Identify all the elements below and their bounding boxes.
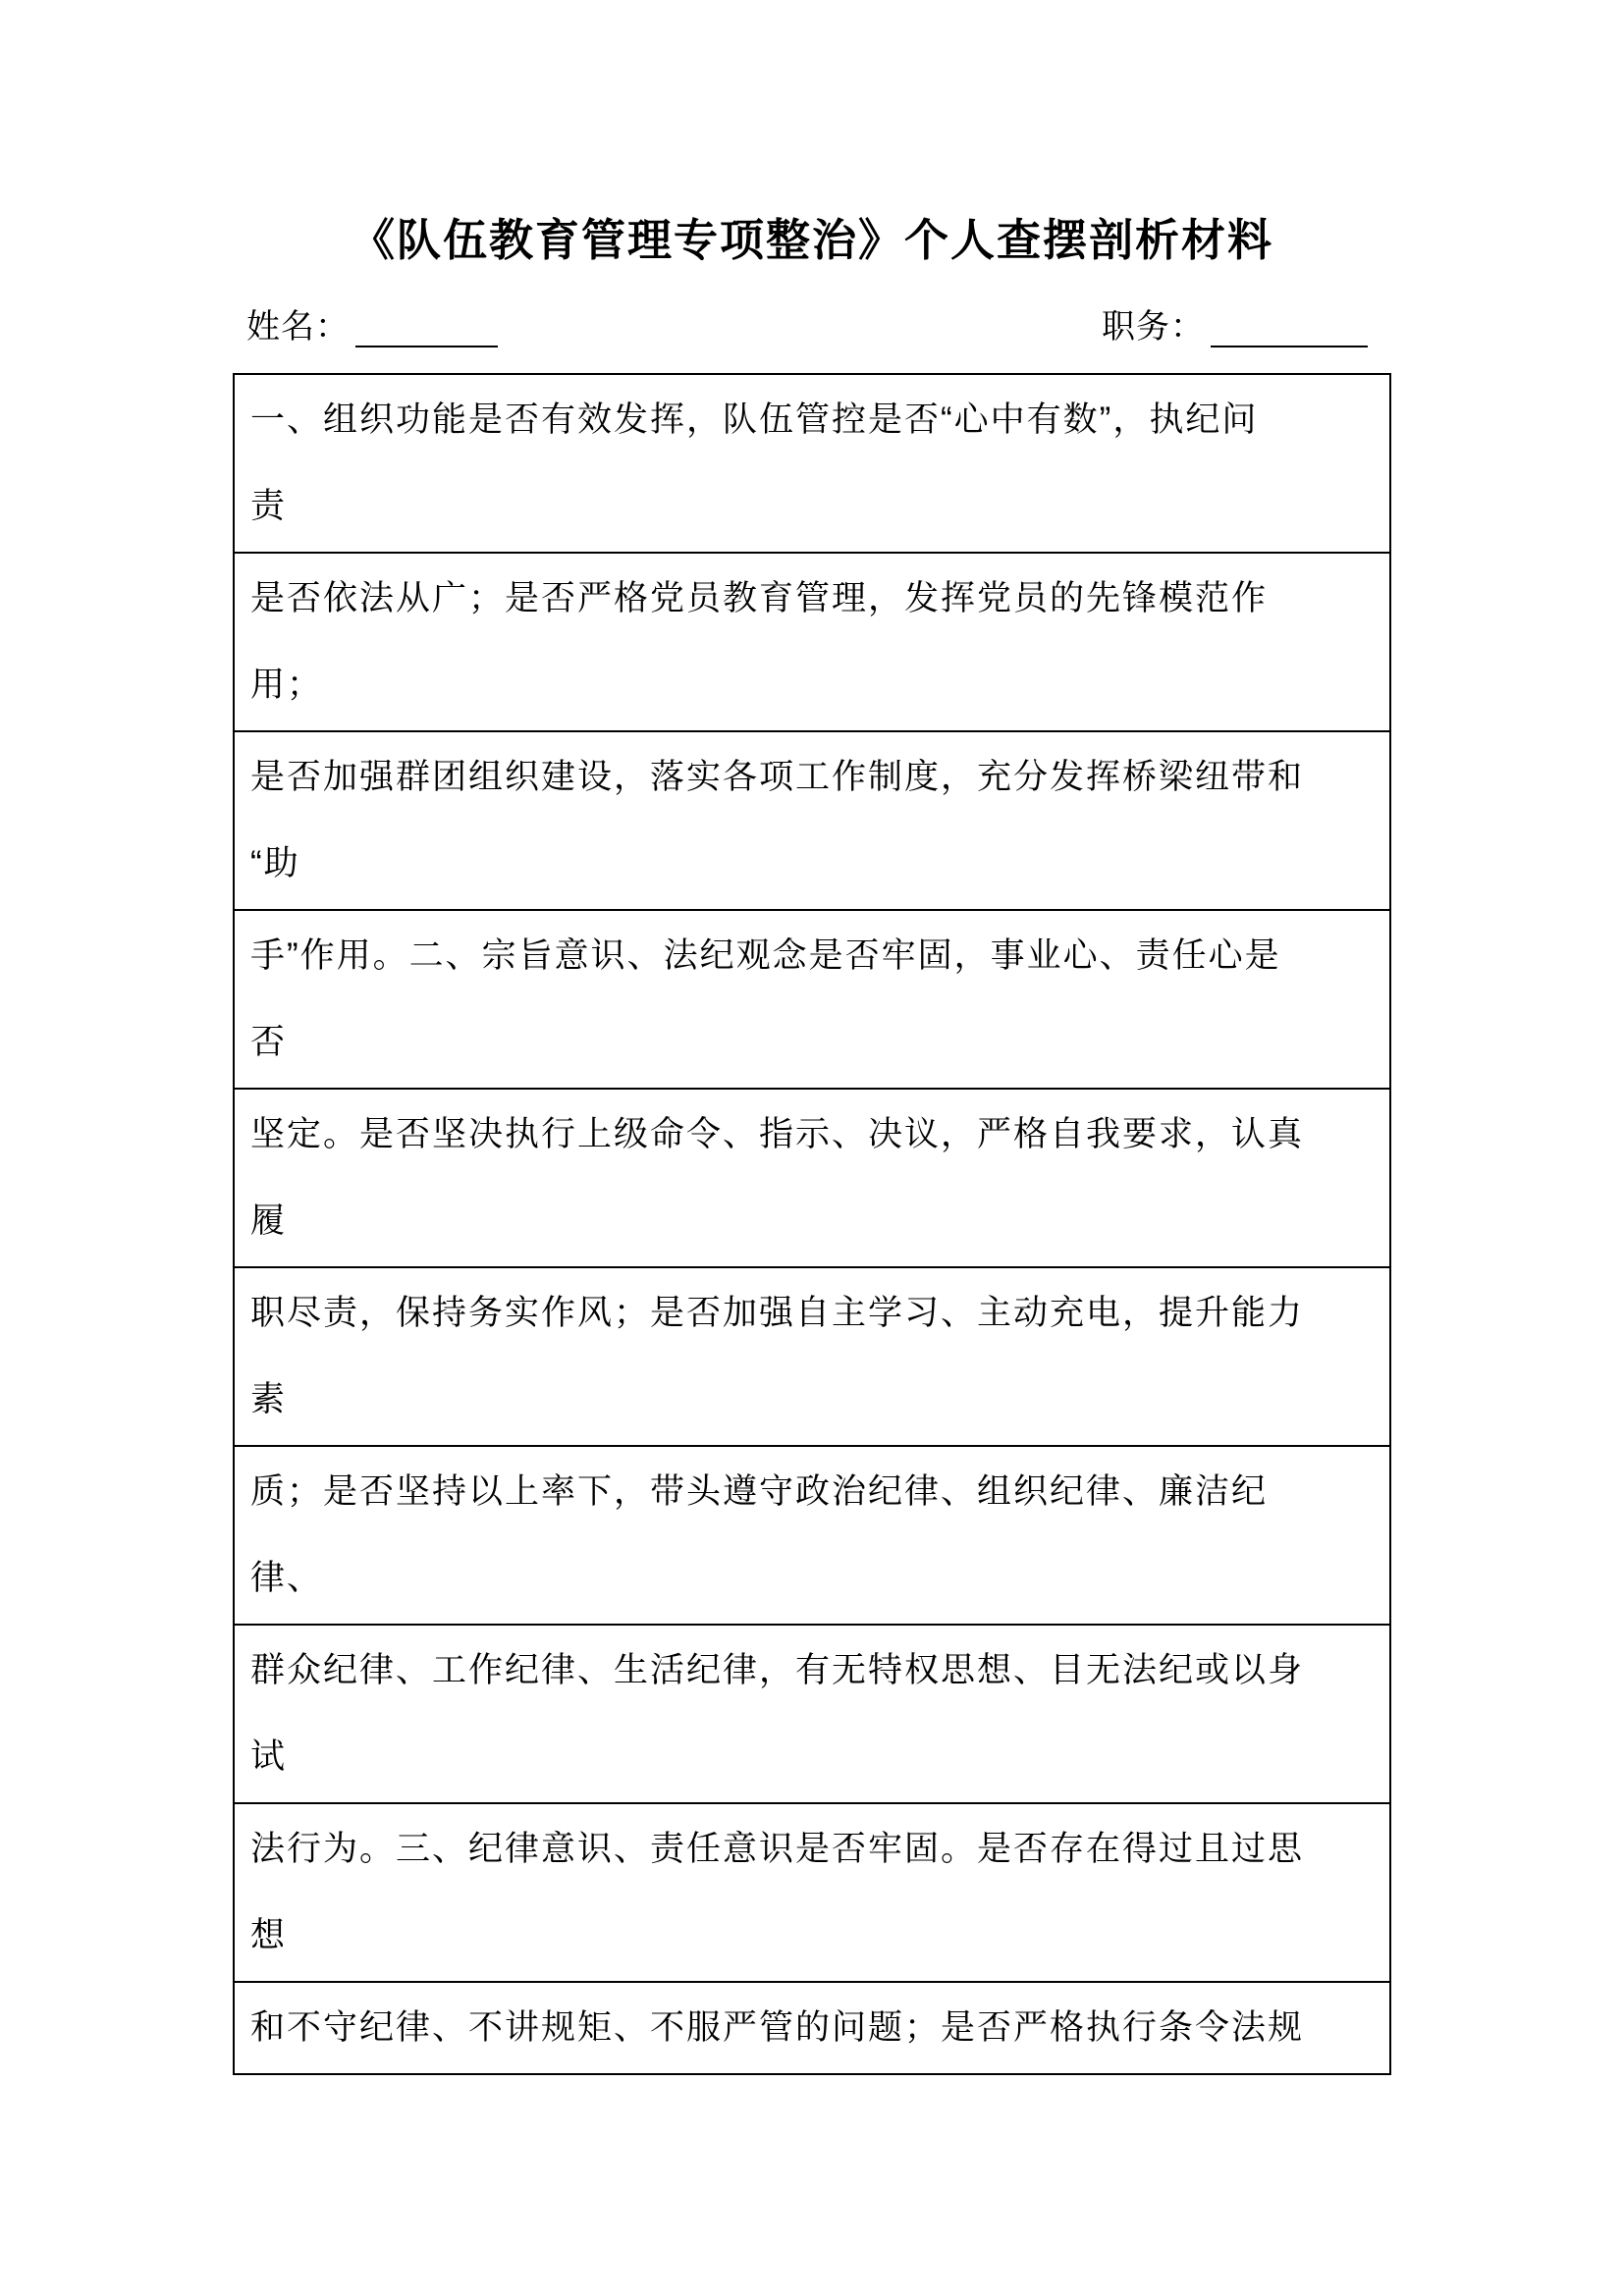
document-content	[233, 300, 1391, 2075]
cell-text-line: 素	[250, 1380, 288, 1418]
content-table	[233, 373, 1391, 2075]
table-cell	[234, 1446, 1390, 1625]
table-cell	[234, 1625, 1390, 1803]
table-row	[234, 1803, 1390, 1982]
cell-text-line: 否	[250, 1023, 288, 1061]
table-cell	[234, 374, 1390, 553]
table-cell	[234, 731, 1390, 910]
cell-text-line: 责	[250, 487, 288, 525]
table-cell	[234, 1089, 1390, 1267]
table-cell	[234, 553, 1390, 731]
table-row	[234, 1089, 1390, 1267]
cell-text-line: “助	[250, 844, 300, 882]
header-fields	[233, 300, 1391, 347]
table-cell	[234, 1803, 1390, 1982]
table-row	[234, 910, 1390, 1089]
cell-text-line: 坚定。是否坚决执行上级命令、指示、决议，严格自我要求，认真	[250, 1115, 1305, 1153]
name-label: 姓名：	[246, 308, 350, 346]
cell-text-line: 和不守纪律、不讲规矩、不服严管的问题；是否严格执行条令法规	[250, 2008, 1305, 2047]
cell-text-line: 手”作用。二、宗旨意识、法纪观念是否牢固，事业心、责任心是	[250, 936, 1281, 975]
cell-text-line: 履	[250, 1201, 288, 1240]
table-row	[234, 1625, 1390, 1803]
name-input-line[interactable]	[355, 310, 498, 347]
table-row	[234, 1267, 1390, 1446]
position-field	[1102, 299, 1368, 347]
cell-text-line: 试	[250, 1737, 288, 1776]
table-row	[234, 731, 1390, 910]
position-input-line[interactable]	[1211, 310, 1368, 347]
table-row	[234, 553, 1390, 731]
content-table-body	[234, 374, 1390, 2074]
cell-text-line: 职尽责，保持务实作风；是否加强自主学习、主动充电，提升能力	[250, 1294, 1305, 1332]
cell-text-line: 用；	[250, 666, 324, 704]
table-row	[234, 374, 1390, 553]
name-field	[246, 299, 498, 347]
table-cell	[234, 1982, 1390, 2074]
cell-text-line: 法行为。三、纪律意识、责任意识是否牢固。是否存在得过且过思	[250, 1830, 1305, 1868]
table-cell	[234, 1267, 1390, 1446]
document-title: 《队伍教育管理专项整治》个人查摆剖析材料	[350, 215, 1273, 265]
cell-text-line: 是否依法从广；是否严格党员教育管理，发挥党员的先锋模范作	[250, 579, 1269, 617]
table-row	[234, 1446, 1390, 1625]
position-label: 职务：	[1102, 308, 1205, 346]
cell-text-line: 群众纪律、工作纪律、生活纪律，有无特权思想、目无法纪或以身	[250, 1651, 1305, 1689]
cell-text-line: 一、组织功能是否有效发挥，队伍管控是否“心中有数”，执纪问	[250, 400, 1259, 439]
cell-text-line: 质；是否坚持以上率下，带头遵守政治纪律、组织纪律、廉洁纪	[250, 1472, 1269, 1511]
cell-text-line: 律、	[250, 1559, 324, 1597]
table-row	[234, 1982, 1390, 2074]
cell-text-line: 想	[250, 1916, 288, 1954]
cell-text-line: 是否加强群团组织建设，落实各项工作制度，充分发挥桥梁纽带和	[250, 758, 1305, 796]
table-cell	[234, 910, 1390, 1089]
